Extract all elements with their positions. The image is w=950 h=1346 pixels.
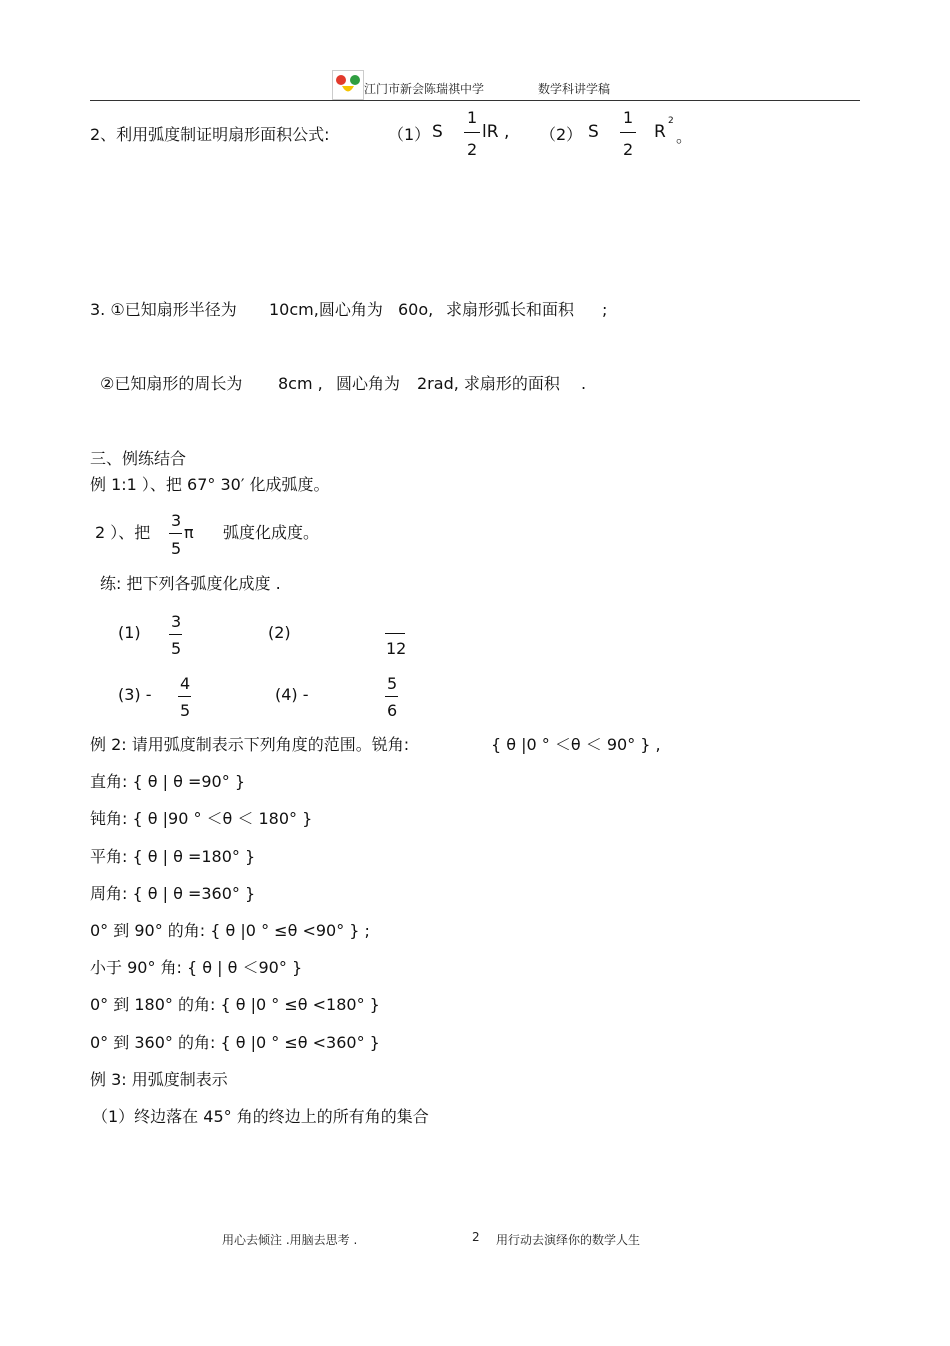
q2-S1: S	[432, 122, 443, 142]
section-title: 三、例练结合	[90, 449, 187, 468]
angle-range-line: 小于 90° 角: { θ | θ ＜90° }	[90, 958, 303, 977]
angle-range-line: 周角: { θ | θ =360° }	[90, 884, 256, 903]
fraction-denominator: 5	[180, 701, 191, 720]
angle-range-line: 0° 到 180° 的角: { θ |0 ° ≤θ <180° }	[90, 995, 380, 1014]
q2-exponent: 2	[668, 116, 674, 126]
fraction-bar	[385, 696, 398, 697]
fraction-bar	[178, 696, 191, 697]
page-number: 2	[472, 1230, 480, 1244]
fraction-bar	[385, 633, 405, 634]
fraction-denominator: 2	[467, 140, 478, 159]
q3-line1-a: 3. ①已知扇形半径为	[90, 300, 237, 319]
q3-line1-c: 60o,	[398, 300, 434, 319]
example-3-item1: （1）终边落在 45° 角的终边上的所有角的集合	[92, 1107, 429, 1126]
footer-left: 用心去倾注 .用脑去思考 .	[222, 1233, 358, 1247]
practice-4-label: (4) -	[275, 685, 309, 704]
fraction-bar	[169, 634, 182, 635]
angle-range-line: 直角: { θ | θ =90° }	[90, 772, 246, 791]
q2-part2-label: （2）	[540, 125, 583, 144]
q3-line2-a: ②已知扇形的周长为	[100, 374, 243, 393]
fraction-bar	[620, 132, 636, 133]
example-1-2-tail: 弧度化成度。	[223, 523, 320, 542]
example-1-line1: 例 1:1 ）、把 67° 30′ 化成弧度。	[90, 475, 330, 494]
fraction-numerator: 1	[467, 108, 478, 127]
fraction-numerator: 3	[171, 612, 182, 631]
fraction-numerator: 4	[180, 674, 191, 693]
example-3-title: 例 3: 用弧度制表示	[90, 1070, 228, 1089]
practice-1-label: (1)	[118, 623, 141, 642]
q2-text: 2、利用弧度制证明扇形面积公式:	[90, 125, 330, 144]
fraction-numerator: 5	[387, 674, 398, 693]
logo-icon	[333, 71, 363, 99]
practice-3-label: (3) -	[118, 685, 152, 704]
fraction-bar	[169, 533, 182, 534]
q3-line2-c: 圆心角为	[336, 374, 401, 393]
fraction-denominator: 6	[387, 701, 398, 720]
fraction-denominator: 5	[171, 539, 182, 558]
fraction-numerator: 3	[171, 511, 182, 530]
school-name: 江门市新会陈瑞祺中学	[364, 82, 485, 96]
footer-right: 用行动去演绎你的数学人生	[496, 1233, 641, 1247]
q3-line1-d: 求扇形弧长和面积	[446, 300, 575, 319]
school-logo	[332, 70, 364, 100]
angle-range-line: 0° 到 90° 的角: { θ |0 ° ≤θ <90° } ;	[90, 921, 370, 940]
angle-range-line: 0° 到 360° 的角: { θ |0 ° ≤θ <360° }	[90, 1033, 380, 1052]
header-rule	[90, 100, 860, 101]
q2-tail1: lR ,	[482, 122, 510, 142]
fraction-bar	[464, 132, 480, 133]
practice-2-label: (2)	[268, 623, 291, 642]
acute-angle-range: { θ |0 ° ＜θ ＜ 90° } ,	[491, 735, 661, 754]
q3-line1-b: 10cm,圆心角为	[269, 300, 383, 319]
fraction-denominator: 12	[386, 639, 407, 658]
example-1-2-label: 2 ）、把	[95, 523, 151, 542]
q3-line2-d: 2rad, 求扇形的面积	[417, 374, 560, 393]
subject-name: 数学科讲学稿	[538, 82, 611, 96]
fraction-numerator: 1	[623, 108, 634, 127]
q2-end: 。	[676, 127, 693, 146]
q2-S2: S	[588, 122, 599, 142]
q3-line1-e: ;	[602, 300, 608, 319]
example-2-intro: 例 2: 请用弧度制表示下列角度的范围。锐角:	[90, 735, 410, 754]
q2-R: R	[654, 122, 666, 142]
q2-part1-label: （1）	[388, 125, 431, 144]
fraction-denominator: 5	[171, 639, 182, 658]
angle-range-line: 钝角: { θ |90 ° ＜θ ＜ 180° }	[90, 809, 313, 828]
practice-heading: 练: 把下列各弧度化成度 .	[100, 574, 281, 593]
q3-line2-e: .	[581, 374, 587, 393]
pi-symbol: π	[184, 523, 194, 542]
angle-range-line: 平角: { θ | θ =180° }	[90, 847, 256, 866]
q3-line2-b: 8cm ,	[278, 374, 323, 393]
fraction-denominator: 2	[623, 140, 634, 159]
